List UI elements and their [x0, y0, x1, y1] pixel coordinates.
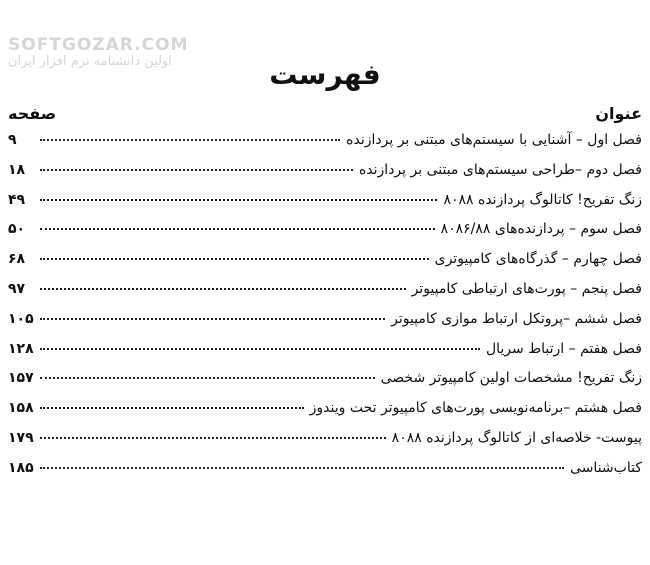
- toc-entry: [8, 251, 642, 281]
- toc-entry-title: فصل سوم – پردازنده‌های ۸۰۸۶/۸۸: [440, 221, 642, 238]
- page-title: فهرست: [269, 58, 381, 91]
- toc-entry: [8, 162, 642, 192]
- toc-entry: [8, 430, 642, 460]
- toc-entry-page: ۱۸: [8, 161, 26, 178]
- title-column-header: عنوان: [595, 104, 642, 123]
- watermark-logo: SOFTGOZAR.COM: [8, 35, 189, 55]
- toc-entry-page: ۴۹: [8, 191, 26, 208]
- toc-entry-title: پیوست- خلاصه‌ای از کاتالوگ پردازنده ۸۰۸۸: [391, 429, 642, 446]
- toc-entry: [8, 400, 642, 430]
- toc-entry: [8, 370, 642, 400]
- toc-entry-title: فصل پنجم – پورت‌های ارتباطی کامپیوتر: [411, 280, 642, 297]
- toc-entry: [8, 341, 642, 371]
- toc-entry-title: فصل هفتم – ارتباط سریال: [485, 340, 642, 357]
- toc-entry-page: ۱۷۹: [8, 429, 34, 446]
- dot-leader: [40, 377, 375, 379]
- dot-leader: [40, 169, 353, 171]
- toc-entry-title: زنگ تفریح! مشخصات اولین کامپیوتر شخصی: [380, 370, 642, 387]
- toc-entry-title: فصل دوم –طراحی سیستم‌های مبتنی بر پردازنده: [358, 161, 642, 178]
- toc-entry-page: ۱۲۸: [8, 340, 34, 357]
- toc-entry-page: ۱۰۵: [8, 310, 34, 327]
- dot-leader: [40, 467, 564, 469]
- toc-entry: [8, 192, 642, 222]
- toc-entry-page: ۹۷: [8, 280, 26, 297]
- dot-leader: [40, 228, 435, 230]
- dot-leader: [40, 407, 304, 409]
- toc-entry: [8, 311, 642, 341]
- dot-leader: [40, 288, 406, 290]
- toc-entry: [8, 221, 642, 251]
- toc-header: [8, 104, 642, 128]
- page-column-header: صفحه: [8, 104, 57, 123]
- toc-entry: [8, 460, 642, 490]
- toc-entry: [8, 281, 642, 311]
- toc-entry-page: ۶۸: [8, 251, 26, 268]
- toc-entry-title: کتاب‌شناسی: [570, 459, 642, 476]
- dot-leader: [40, 348, 480, 350]
- toc-entry-title: فصل ششم –پروتکل ارتباط موازی کامپیوتر: [391, 310, 642, 327]
- dot-leader: [40, 139, 340, 141]
- table-of-contents: [8, 132, 642, 490]
- toc-entry-title: فصل اول – آشنایی با سیستم‌های مبتنی بر پردازنده: [346, 132, 642, 148]
- toc-entry-title: فصل هشتم –برنامه‌نویسی پورت‌های کامپیوتر تحت ویندوز: [309, 400, 642, 417]
- toc-entry-page: ۵۰: [8, 221, 26, 238]
- toc-entry-page: ۱۵۷: [8, 370, 34, 387]
- dot-leader: [40, 437, 386, 439]
- toc-entry-page: ۱۸۵: [8, 459, 34, 476]
- dot-leader: [40, 199, 437, 201]
- dot-leader: [40, 318, 385, 320]
- toc-entry-page: ۹: [8, 132, 17, 148]
- toc-entry-title: فصل چهارم – گذرگاه‌های کامپیوتری: [434, 251, 642, 268]
- toc-entry-title: زنگ تفریح! کاتالوگ پردازنده ۸۰۸۸: [443, 191, 642, 208]
- watermark-subtitle: اولین دانشنامه نرم افزار ایران: [8, 53, 172, 69]
- toc-entry-page: ۱۵۸: [8, 400, 34, 417]
- toc-entry: [8, 132, 642, 162]
- dot-leader: [40, 258, 429, 260]
